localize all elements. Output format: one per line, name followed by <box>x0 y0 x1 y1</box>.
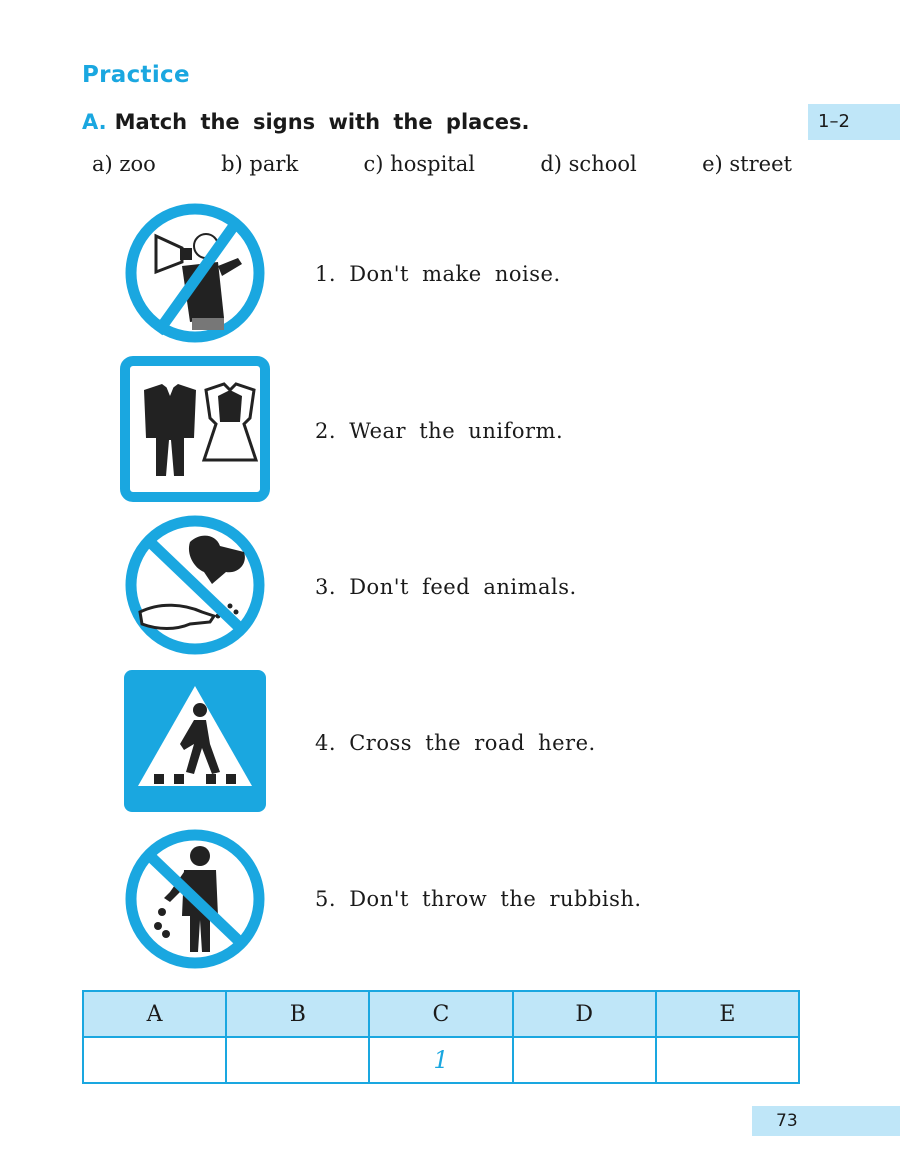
answer-header-d: D <box>513 991 656 1037</box>
places-list <box>92 152 792 176</box>
answer-cell-a[interactable] <box>83 1037 226 1083</box>
answer-table-header-row <box>83 991 799 1037</box>
answer-table <box>82 990 800 1084</box>
answer-cell-b[interactable] <box>226 1037 369 1083</box>
section-title: Practice <box>82 62 190 88</box>
answer-header-c: C <box>369 991 512 1037</box>
rule-3: 3. Don't feed animals. <box>315 575 577 599</box>
answer-cell-e[interactable] <box>656 1037 799 1083</box>
rule-1: 1. Don't make noise. <box>315 262 561 286</box>
task-letter: A. <box>82 110 107 134</box>
place-option: d) school <box>540 152 637 176</box>
no-littering-sign-icon <box>120 826 270 972</box>
answer-header-b: B <box>226 991 369 1037</box>
answer-header-e: E <box>656 991 799 1037</box>
place-option: c) hospital <box>363 152 475 176</box>
answer-table-answer-row <box>83 1037 799 1083</box>
answer-cell-d[interactable] <box>513 1037 656 1083</box>
answer-header-a: A <box>83 991 226 1037</box>
rule-2: 2. Wear the uniform. <box>315 419 564 443</box>
rule-4: 4. Cross the road here. <box>315 731 596 755</box>
rule-5: 5. Don't throw the rubbish. <box>315 887 642 911</box>
uniform-sign-icon <box>120 356 270 502</box>
pedestrian-crossing-sign-icon <box>120 668 270 814</box>
no-noise-sign-icon <box>120 200 270 346</box>
place-option: e) street <box>702 152 792 176</box>
place-option: a) zoo <box>92 152 156 176</box>
task-instruction: Match the signs with the places. <box>114 110 530 134</box>
place-option: b) park <box>221 152 299 176</box>
no-feeding-sign-icon <box>120 512 270 658</box>
unit-tab: 1–2 <box>808 104 900 140</box>
page-number: 73 <box>752 1106 900 1136</box>
task-heading <box>82 110 530 134</box>
answer-cell-c[interactable]: 1 <box>369 1037 512 1083</box>
